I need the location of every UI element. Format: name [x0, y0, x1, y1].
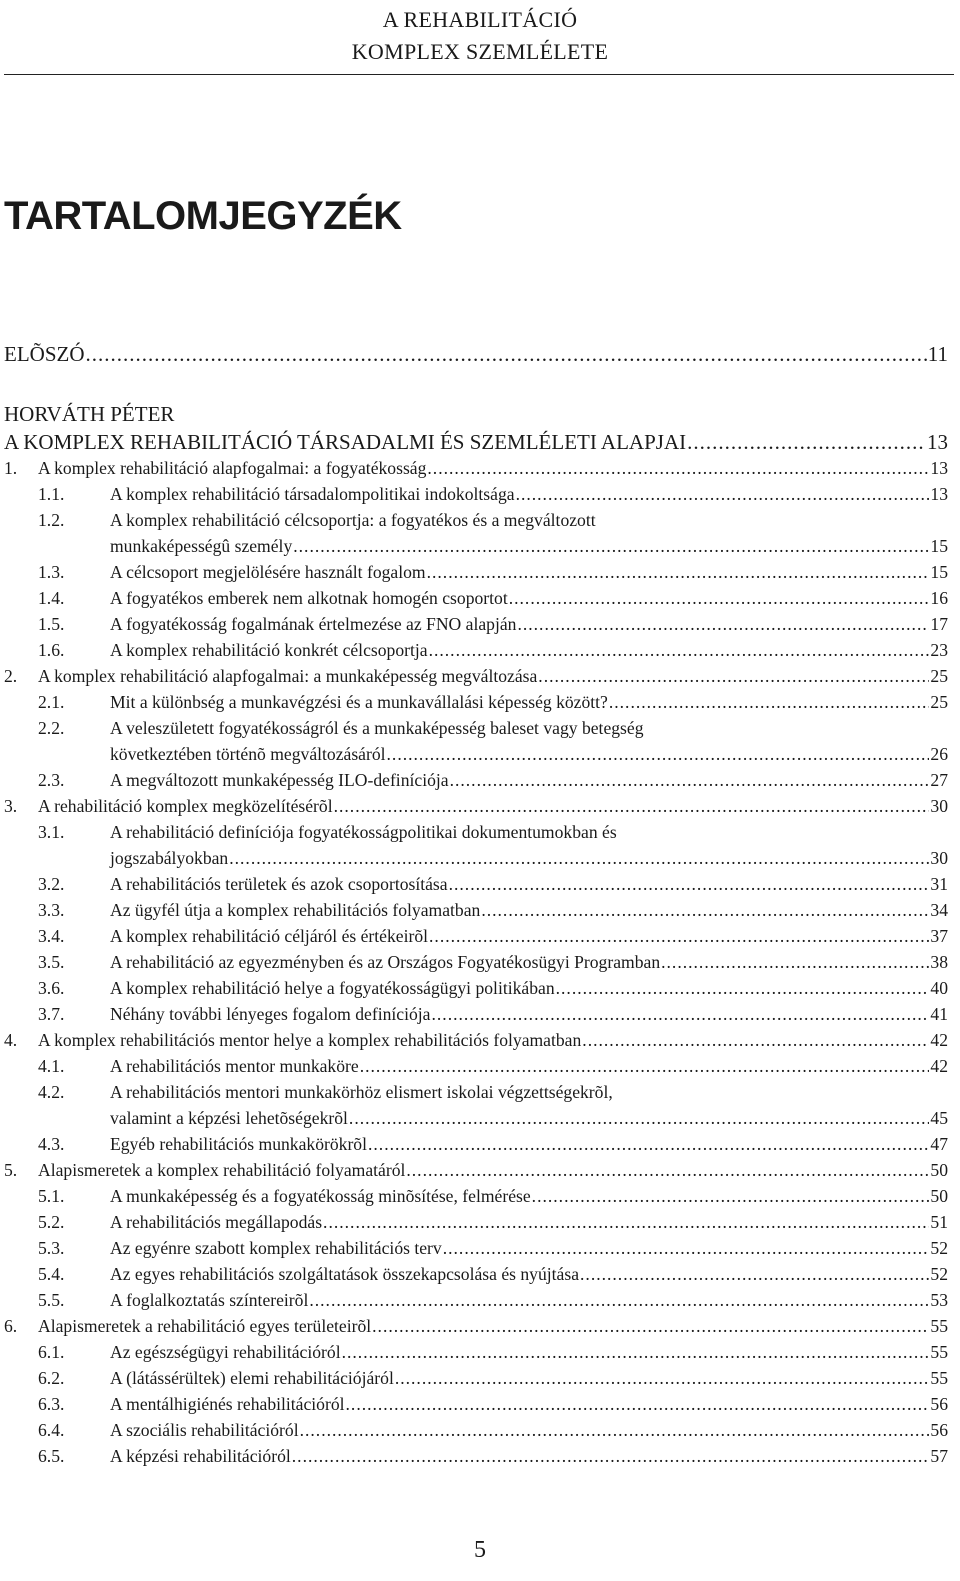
dot-leader [427, 458, 929, 479]
running-header-line-2: KOMPLEX SZEMLÉLETE [351, 39, 609, 64]
toc-entry-text: A rehabilitációs területek és azok csoportosítása [110, 874, 448, 894]
toc-entry-text: A rehabilitációs megállapodás [110, 1212, 323, 1232]
toc-entry-number: 4.1. [38, 1056, 65, 1076]
toc-entry[interactable] [38, 1238, 948, 1262]
toc-entry[interactable] [38, 1394, 948, 1418]
toc-entry-continuation[interactable] [38, 744, 948, 768]
toc-entry-text: jogszabályokban [110, 848, 229, 868]
toc-entry[interactable] [38, 692, 948, 716]
dot-leader [517, 614, 929, 635]
toc-entry-text: Alapismeretek a rehabilitáció egyes területeirõl [38, 1316, 372, 1336]
toc-entry-number: 5.4. [38, 1264, 65, 1284]
toc-page-number: 55 [930, 1316, 948, 1336]
toc-entry-continuation[interactable] [38, 1108, 948, 1132]
toc-page-number: 41 [930, 1004, 948, 1024]
toc-entry-text: A képzési rehabilitációról [110, 1446, 291, 1466]
dot-leader [342, 1342, 930, 1363]
toc-entry[interactable] [38, 614, 948, 638]
toc-entry[interactable] [38, 822, 948, 846]
toc-entry-text: A komplex rehabilitáció konkrét célcsoportja [110, 640, 428, 660]
toc-entry-number: 5. [4, 1160, 18, 1180]
toc-page-number: 34 [930, 900, 948, 920]
table-of-contents [4, 0, 948, 1581]
dot-leader [538, 666, 929, 687]
dot-leader [516, 484, 930, 505]
toc-page-number: 56 [930, 1394, 948, 1414]
toc-entry-number: 1.1. [38, 484, 65, 504]
toc-page-number: 40 [930, 978, 948, 998]
toc-entry[interactable] [38, 1134, 948, 1158]
toc-entry-text: Az egyes rehabilitációs szolgáltatások összekapcsolása és nyújtása [110, 1264, 580, 1284]
toc-entry-number: 3.3. [38, 900, 65, 920]
toc-author [4, 402, 948, 432]
toc-entry-text: A komplex rehabilitáció társadalompolitikai indokoltsága [110, 484, 515, 504]
dot-leader [372, 1316, 929, 1337]
toc-entry[interactable] [38, 1186, 948, 1210]
toc-entry-number: 6.5. [38, 1446, 65, 1466]
dot-leader [387, 744, 930, 765]
toc-entry[interactable] [38, 1082, 948, 1106]
toc-entry-number: 5.3. [38, 1238, 65, 1258]
toc-entry-number: 1.2. [38, 510, 65, 530]
toc-entry[interactable] [38, 1004, 948, 1028]
toc-entry[interactable] [4, 796, 948, 820]
toc-page-number: 30 [930, 848, 948, 868]
toc-entry-number: 3.2. [38, 874, 65, 894]
toc-entry[interactable] [38, 1446, 948, 1470]
toc-page-number: 51 [930, 1212, 948, 1232]
toc-page-number: 38 [930, 952, 948, 972]
toc-entry[interactable] [4, 1160, 948, 1184]
dot-leader [309, 1290, 929, 1311]
toc-entry-text: A komplex rehabilitáció célcsoportja: a fogyatékos és a megváltozott [110, 510, 596, 530]
toc-entry-text: Az egyénre szabott komplex rehabilitációs terv [110, 1238, 442, 1258]
toc-entry-number: 4. [4, 1030, 18, 1050]
dot-leader [349, 1108, 929, 1129]
dot-leader [368, 1134, 929, 1155]
toc-page-number: 25 [930, 692, 948, 712]
toc-entry[interactable] [38, 874, 948, 898]
toc-entry-text: A megváltozott munkaképesség ILO-definíciója [110, 770, 449, 790]
page-title: TARTALOMJEGYZÉK [4, 194, 402, 238]
toc-entry[interactable] [38, 1420, 948, 1444]
toc-entry-text: A rehabilitációs mentor munkaköre [110, 1056, 359, 1076]
toc-page-number: 52 [930, 1238, 948, 1258]
dot-leader [432, 1004, 930, 1025]
toc-entry[interactable] [38, 588, 948, 612]
toc-page-number: 15 [930, 536, 948, 556]
dot-leader [406, 1160, 929, 1181]
toc-entry-text: Egyéb rehabilitációs munkakörökrõl [110, 1134, 367, 1154]
toc-entry-text: A rehabilitáció definíciója fogyatékosságpolitikai dokumentumokban és [110, 822, 617, 842]
toc-entry-eloszo[interactable] [4, 342, 948, 372]
toc-entry-number: 6.1. [38, 1342, 65, 1362]
toc-page-number: 16 [930, 588, 948, 608]
running-header-line-1: A REHABILITÁCIÓ [382, 7, 578, 32]
toc-entry[interactable] [38, 978, 948, 1002]
dot-leader [427, 562, 930, 583]
toc-entry-number: 2.3. [38, 770, 65, 790]
toc-entry-number: 5.1. [38, 1186, 65, 1206]
toc-entry-text: A foglalkoztatás színtereirõl [110, 1290, 309, 1310]
toc-page-number: 26 [930, 744, 948, 764]
toc-page-number: 13 [927, 430, 948, 454]
toc-entry-number: 6.3. [38, 1394, 65, 1414]
toc-entry-text: következtében történõ megváltozásáról [110, 744, 386, 764]
toc-entry-number: 6.4. [38, 1420, 65, 1440]
dot-leader [443, 1238, 930, 1259]
toc-page-number: 11 [927, 342, 948, 366]
toc-entry-text: A veleszületett fogyatékosságról és a munkaképesség baleset vagy betegség [110, 718, 644, 738]
toc-entry-continuation[interactable] [38, 536, 948, 560]
dot-leader [450, 770, 930, 791]
toc-entry-text: Mit a különbség a munkavégzési és a munkavállalási képesség között? [110, 692, 608, 712]
dot-leader [334, 796, 930, 817]
toc-entry-text: A komplex rehabilitáció céljáról és értékeirõl [110, 926, 429, 946]
toc-page-number: 17 [930, 614, 948, 634]
dot-leader [582, 1030, 929, 1051]
toc-entry-text: A (látássérültek) elemi rehabilitációjáról [110, 1368, 394, 1388]
toc-entry[interactable] [38, 510, 948, 534]
toc-entry-text: ELÕSZÓ [4, 342, 85, 366]
toc-entry-number: 3.4. [38, 926, 65, 946]
toc-page-number: 55 [930, 1342, 948, 1362]
toc-entry-text: A rehabilitáció az egyezményben és az Országos Fogyatékosügyi Programban [110, 952, 661, 972]
toc-entry-text: Alapismeretek a komplex rehabilitáció folyamatáról [38, 1160, 406, 1180]
dot-leader [609, 692, 930, 713]
dot-leader [509, 588, 930, 609]
toc-entry-text: A rehabilitáció komplex megközelítésérõl [38, 796, 333, 816]
dot-leader [360, 1056, 930, 1077]
toc-entry[interactable] [38, 640, 948, 664]
toc-entry-text: A komplex rehabilitáció alapfogalmai: a fogyatékosság [38, 458, 427, 478]
toc-entry-number: 1.3. [38, 562, 65, 582]
toc-page-number: 30 [930, 796, 948, 816]
toc-entry-continuation[interactable] [38, 848, 948, 872]
toc-entry-text: Az egészségügyi rehabilitációról [110, 1342, 341, 1362]
toc-entry-number: 5.5. [38, 1290, 65, 1310]
dot-leader [346, 1394, 930, 1415]
toc-entry[interactable] [38, 562, 948, 586]
toc-page-number: 50 [930, 1186, 948, 1206]
toc-entry-number: 4.3. [38, 1134, 65, 1154]
toc-page-number: 37 [930, 926, 948, 946]
toc-page-number: 25 [930, 666, 948, 686]
toc-entry[interactable] [38, 1342, 948, 1366]
toc-entry[interactable] [38, 484, 948, 508]
toc-page-number: 42 [930, 1056, 948, 1076]
toc-page-number: 13 [930, 458, 948, 478]
toc-entry-number: 2.2. [38, 718, 65, 738]
dot-leader [292, 1446, 930, 1467]
toc-page-number: 23 [930, 640, 948, 660]
toc-entry[interactable] [38, 770, 948, 794]
toc-page-number: 55 [930, 1368, 948, 1388]
toc-entry-number: 3.5. [38, 952, 65, 972]
toc-entry[interactable] [38, 1290, 948, 1314]
toc-entry-text: A komplex rehabilitáció helye a fogyatékosságügyi politikában [110, 978, 555, 998]
toc-entry-number: 6. [4, 1316, 18, 1336]
dot-leader [429, 926, 929, 947]
toc-page-number: 57 [930, 1446, 948, 1466]
dot-leader [449, 874, 930, 895]
dot-leader [229, 848, 929, 869]
toc-entry-text: munkaképességû személy [110, 536, 293, 556]
toc-entry-number: 3. [4, 796, 18, 816]
toc-entry-text: A munkaképesség és a fogyatékosság minõsítése, felmérése [110, 1186, 531, 1206]
page-number: 5 [474, 1537, 486, 1563]
toc-entry-text: A komplex rehabilitáció alapfogalmai: a munkaképesség megváltozása [38, 666, 538, 686]
toc-page-number: 42 [930, 1030, 948, 1050]
toc-page-number: 27 [930, 770, 948, 790]
toc-page-number: 31 [930, 874, 948, 894]
dot-leader [661, 952, 929, 973]
toc-entry[interactable] [38, 926, 948, 950]
toc-entry[interactable] [4, 1030, 948, 1054]
toc-page-number: 47 [930, 1134, 948, 1154]
toc-entry-number: 1.5. [38, 614, 65, 634]
dot-leader [293, 536, 929, 557]
toc-entry[interactable] [4, 666, 948, 690]
dot-leader [481, 900, 929, 921]
toc-entry-number: 3.1. [38, 822, 65, 842]
toc-entry-number: 1.6. [38, 640, 65, 660]
toc-entry-text: A KOMPLEX REHABILITÁCIÓ TÁRSADALMI ÉS SZEMLÉLETI ALAPJAI [4, 430, 687, 454]
toc-entry-text: A fogyatékos emberek nem alkotnak homogén csoportot [110, 588, 508, 608]
toc-page-number: 15 [930, 562, 948, 582]
toc-entry[interactable] [4, 1316, 948, 1340]
dot-leader [323, 1212, 929, 1233]
toc-entry-number: 6.2. [38, 1368, 65, 1388]
toc-entry-text: A fogyatékosság fogalmának értelmezése az FNO alapján [110, 614, 517, 634]
dot-leader [429, 640, 930, 661]
toc-entry-number: 3.6. [38, 978, 65, 998]
toc-entry-text: A mentálhigiénés rehabilitációról [110, 1394, 345, 1414]
toc-entry-text: A komplex rehabilitációs mentor helye a komplex rehabilitációs folyamatban [38, 1030, 582, 1050]
toc-entry[interactable] [38, 1264, 948, 1288]
toc-page-number: 53 [930, 1290, 948, 1310]
toc-chapter-title[interactable] [4, 430, 948, 460]
toc-entry[interactable] [4, 458, 948, 482]
toc-entry-number: 1. [4, 458, 18, 478]
toc-entry[interactable] [38, 1212, 948, 1236]
toc-entry[interactable] [38, 952, 948, 976]
toc-entry-text: valamint a képzési lehetõségekrõl [110, 1108, 348, 1128]
toc-entry-text: Néhány további lényeges fogalom definíciója [110, 1004, 431, 1024]
toc-page-number: 13 [930, 484, 948, 504]
toc-entry-number: 3.7. [38, 1004, 65, 1024]
dot-leader [687, 430, 926, 455]
author-name: HORVÁTH PÉTER [4, 402, 175, 426]
toc-entry-number: 1.4. [38, 588, 65, 608]
toc-page-number: 50 [930, 1160, 948, 1180]
dot-leader [556, 978, 930, 999]
toc-entry-text: A rehabilitációs mentori munkakörhöz elismert iskolai végzettségekrõl, [110, 1082, 613, 1102]
dot-leader [86, 342, 927, 367]
toc-page-number: 56 [930, 1420, 948, 1440]
toc-entry[interactable] [38, 718, 948, 742]
toc-entry[interactable] [38, 900, 948, 924]
dot-leader [580, 1264, 929, 1285]
dot-leader [300, 1420, 930, 1441]
toc-entry-text: Az ügyfél útja a komplex rehabilitációs folyamatban [110, 900, 481, 920]
toc-page-number: 52 [930, 1264, 948, 1284]
toc-entry-number: 4.2. [38, 1082, 65, 1102]
toc-entry-text: A szociális rehabilitációról [110, 1420, 299, 1440]
toc-entry[interactable] [38, 1056, 948, 1080]
toc-entry-number: 5.2. [38, 1212, 65, 1232]
toc-entry-number: 2.1. [38, 692, 65, 712]
toc-entry-number: 2. [4, 666, 18, 686]
toc-page-number: 45 [930, 1108, 948, 1128]
dot-leader [532, 1186, 930, 1207]
dot-leader [395, 1368, 930, 1389]
toc-entry-text: A célcsoport megjelölésére használt fogalom [110, 562, 426, 582]
toc-entry[interactable] [38, 1368, 948, 1392]
